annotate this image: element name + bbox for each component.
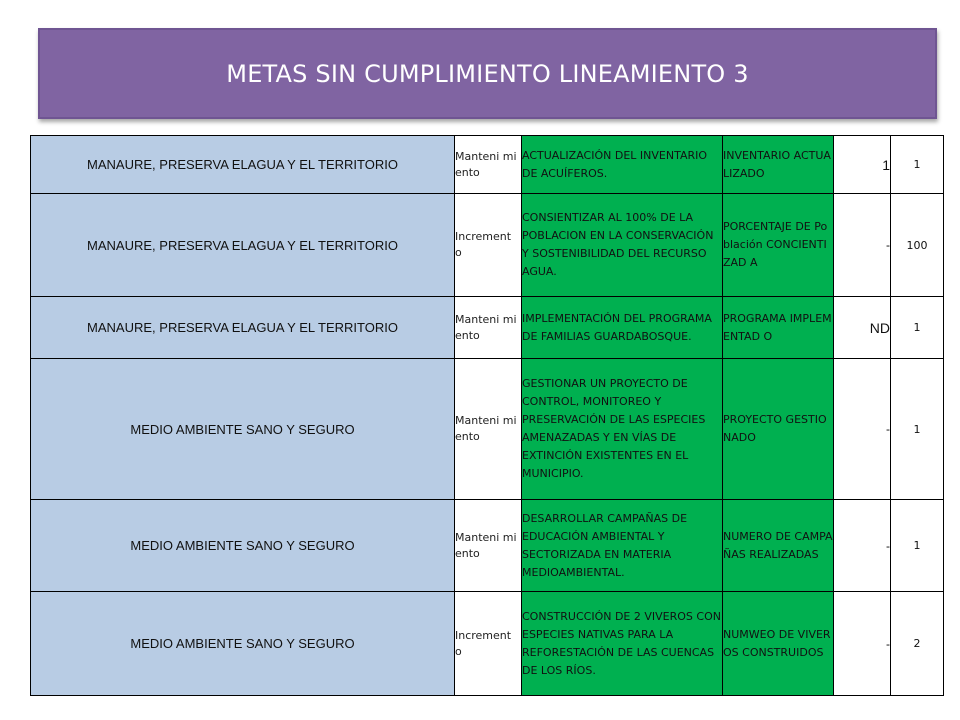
goal-description-cell: CONSTRUCCIÓN DE 2 VIVEROS CON ESPECIES NATIVAS PARA LA REFORESTACIÓN DE LAS CUENCAS DE LOS RÍOS. xyxy=(522,592,723,696)
goal-description-cell: CONSIENTIZAR AL 100% DE LA POBLACION EN LA CONSERVACIÓN Y SOSTENIBILIDAD DEL RECURSO AGUA. xyxy=(522,194,723,297)
strategic-line-cell: MANAURE, PRESERVA ELAGUA Y EL TERRITORIO xyxy=(31,194,455,297)
target-cell: 1 xyxy=(891,297,944,359)
indicator-cell: PORCENTAJE DE Población CONCIENTIZAD A xyxy=(723,194,834,297)
goal-type-cell: Manteni miento xyxy=(455,136,522,194)
strategic-line-cell: MANAURE, PRESERVA ELAGUA Y EL TERRITORIO xyxy=(31,136,455,194)
indicator-cell: PROGRAMA IMPLEMENTAD O xyxy=(723,297,834,359)
baseline-cell: - xyxy=(834,500,891,592)
table-row xyxy=(31,297,944,359)
target-cell: 1 xyxy=(891,359,944,500)
indicator-cell: NUMERO DE CAMPAÑAS REALIZADAS xyxy=(723,500,834,592)
strategic-line-cell: MANAURE, PRESERVA ELAGUA Y EL TERRITORIO xyxy=(31,297,455,359)
goal-type-cell: Increment o xyxy=(455,592,522,696)
target-cell: 100 xyxy=(891,194,944,297)
title-banner xyxy=(38,28,937,119)
goal-description-cell: IMPLEMENTACIÓN DEL PROGRAMA DE FAMILIAS GUARDABOSQUE. xyxy=(522,297,723,359)
table-row xyxy=(31,359,944,500)
indicator-cell: NUMWEO DE VIVEROS CONSTRUIDOS xyxy=(723,592,834,696)
baseline-cell: - xyxy=(834,592,891,696)
target-cell: 2 xyxy=(891,592,944,696)
goal-description-cell: GESTIONAR UN PROYECTO DE CONTROL, MONITOREO Y PRESERVACIÓN DE LAS ESPECIES AMENAZADAS Y EN VÍAS DE EXTINCIÓN EXISTENTES EN EL MUNICIPIO. xyxy=(522,359,723,500)
indicator-cell: PROYECTO GESTIONADO xyxy=(723,359,834,500)
goal-type-cell: Manteni miento xyxy=(455,297,522,359)
table-row xyxy=(31,136,944,194)
goal-type-cell: Manteni miento xyxy=(455,359,522,500)
strategic-line-cell: MEDIO AMBIENTE SANO Y SEGURO xyxy=(31,500,455,592)
table-row xyxy=(31,194,944,297)
indicator-cell: INVENTARIO ACTUALIZADO xyxy=(723,136,834,194)
baseline-cell: ND xyxy=(834,297,891,359)
goal-type-cell: Increment o xyxy=(455,194,522,297)
target-cell: 1 xyxy=(891,136,944,194)
strategic-line-cell: MEDIO AMBIENTE SANO Y SEGURO xyxy=(31,592,455,696)
strategic-line-cell: MEDIO AMBIENTE SANO Y SEGURO xyxy=(31,359,455,500)
target-cell: 1 xyxy=(891,500,944,592)
page-title: METAS SIN CUMPLIMIENTO LINEAMIENTO 3 xyxy=(226,59,749,88)
goal-description-cell: DESARROLLAR CAMPAÑAS DE EDUCACIÓN AMBIENTAL Y SECTORIZADA EN MATERIA MEDIOAMBIENTAL. xyxy=(522,500,723,592)
baseline-cell: 1 xyxy=(834,136,891,194)
goal-description-cell: ACTUALIZACIÓN DEL INVENTARIO DE ACUÍFEROS. xyxy=(522,136,723,194)
table-row xyxy=(31,592,944,696)
goals-table xyxy=(30,135,944,696)
table-row xyxy=(31,500,944,592)
baseline-cell: - xyxy=(834,359,891,500)
baseline-cell: - xyxy=(834,194,891,297)
goal-type-cell: Manteni miento xyxy=(455,500,522,592)
